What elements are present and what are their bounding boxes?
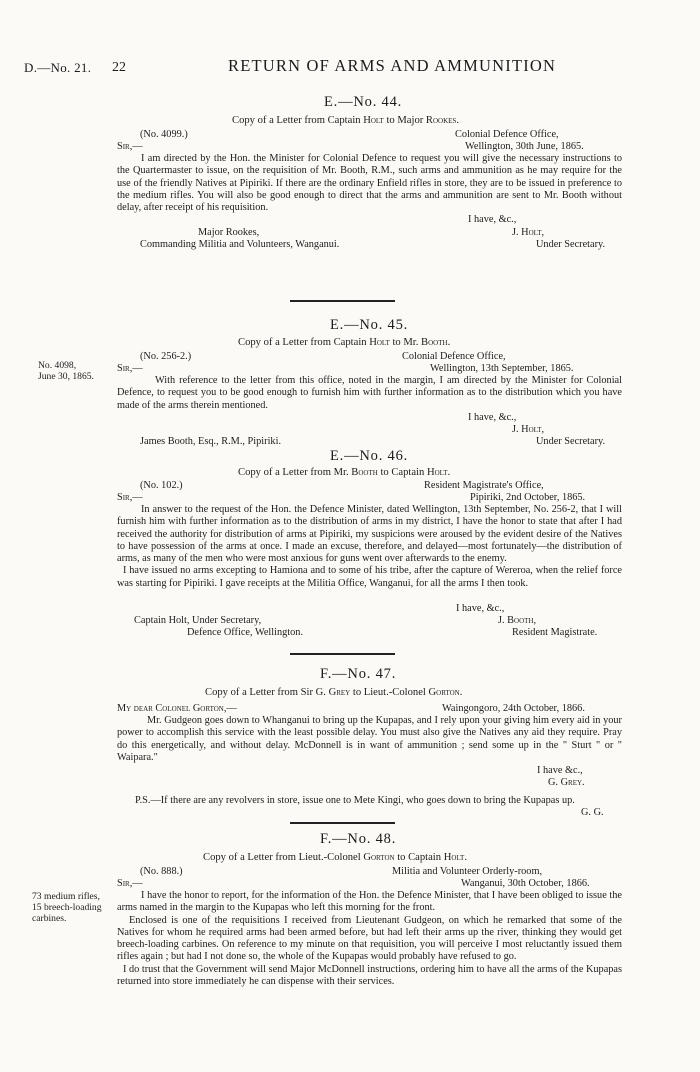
letter-body: In answer to the request of the Hon. the Defence Minister, dated Wellington, 13th September, No. 256-2, that I will furnish him with further information as to the distribution of arms in my district, I have the honor to state that after I had received the authority for distribution of arms at Pipiriki, my suspicions were aroused by the evident desire of the Natives to have possession of the arms at once. I made an excuse, therefore, and delayed—most fortunately—the distribution of arms, as many of the men who were most anxious for guns went over afterwards to the enemy. I have issued no arms excepting to Hamiona and to some of his tribe, after the capture of Wereroa, when the relief force was starting for Pipiriki. I gave receipts at the Militia Office, Wanganui, for all the arms I then took.	[117, 504, 622, 589]
letter-signer: J. Holt,	[512, 424, 545, 435]
letter-subtitle: Copy of a Letter from Captain Holt to Major Rookes.	[232, 115, 459, 126]
letter-subtitle: Copy of a Letter from Captain Holt to Mr. Booth.	[238, 337, 451, 348]
letter-salutation: Sir,—	[117, 878, 143, 889]
letter-salutation: Sir,—	[117, 141, 143, 152]
letter-body: With reference to the letter from this office, noted in the margin, I am directed by the Minister for Colonial Defence, to request you to be good enough to furnish him with further information as to the distribution which you have made of the arms therein mentioned.	[117, 375, 622, 411]
section-divider	[290, 300, 395, 302]
letter-body: I am directed by the Hon. the Minister for Colonial Defence to request you will give the necessary instructions to the Quartermaster to issue, on the requisition of Mr. Booth, R.M., such arms and ammunition as he may require for the use of the friendly Natives at Pipiriki. If there are the ordinary Enfield rifles in store, they are to be issued in preference to the medium rifles. You will also be good enough to direct that the arms and ammunition are sent to Mr. Booth without delay, after receipt of his requisition.	[117, 153, 622, 214]
letter-subtitle: Copy of a Letter from Sir G. Grey to Lieut.-Colonel Gorton.	[205, 687, 463, 698]
paper-number: D.—No. 21.	[24, 60, 92, 75]
letter-addressee: James Booth, Esq., R.M., Pipiriki.	[140, 436, 282, 447]
letter-addressee: Major Rookes,	[198, 227, 260, 238]
letter-reference: (No. 102.)	[140, 480, 183, 491]
margin-note: No. 4098, June 30, 1865.	[38, 360, 94, 382]
letter-postscript: P.S.—If there are any revolvers in store, issue one to Mete Kingi, who goes down to bring the Kupapas up.	[135, 795, 575, 806]
letter-office: Resident Magistrate's Office,	[424, 480, 544, 491]
letter-office: Colonial Defence Office,	[455, 129, 559, 140]
letter-reference: (No. 888.)	[140, 866, 183, 877]
letter-date: Wellington, 13th September, 1865.	[430, 363, 574, 374]
letter-reference: (No. 4099.)	[140, 129, 188, 140]
letter-subtitle: Copy of a Letter from Mr. Booth to Captain Holt.	[238, 467, 451, 478]
letter-signer-title: Under Secretary.	[536, 436, 606, 447]
letter-addressee-line2: Defence Office, Wellington.	[187, 627, 304, 638]
letter-salutation: Sir,—	[117, 363, 143, 374]
section-divider	[290, 653, 395, 655]
letter-heading: F.—No. 47.	[320, 666, 397, 682]
margin-note: 73 medium rifles, 15 breech-loading carbines.	[32, 891, 102, 924]
letter-office: Colonial Defence Office,	[402, 351, 506, 362]
page-number: 22	[112, 60, 126, 75]
letter-heading: E.—No. 44.	[324, 94, 403, 110]
letter-closing: I have, &c.,	[456, 603, 505, 614]
letter-date: Pipiriki, 2nd October, 1865.	[470, 492, 586, 503]
letter-date: Waingongoro, 24th October, 1866.	[442, 703, 585, 714]
letter-closing: I have, &c.,	[468, 214, 517, 225]
letter-date: Wellington, 30th June, 1865.	[465, 141, 584, 152]
letter-heading: E.—No. 46.	[330, 448, 409, 464]
postscript-signer: G. G.	[581, 807, 604, 818]
letter-body: Mr. Gudgeon goes down to Whanganui to bring up the Kupapas, and I rely upon your giving him every aid in your power to accomplish this service with the least possible delay. You must also give the Natives any aid they require. Pray do this energetically, and without delay. McDonnell is in want of ammunition ; send some up in the " Sturt " or " Waipara."	[117, 715, 622, 763]
letter-date: Wanganui, 30th October, 1866.	[461, 878, 590, 889]
letter-subtitle: Copy of a Letter from Lieut.-Colonel Gorton to Captain Holt.	[203, 852, 467, 863]
letter-heading: F.—No. 48.	[320, 831, 397, 847]
letter-heading: E.—No. 45.	[330, 317, 409, 333]
letter-signer: G. Grey.	[548, 777, 585, 788]
letter-body: I have the honor to report, for the information of the Hon. the Defence Minister, that I have been obliged to issue the arms named in the margin to the Kupapas who left this morning for the front. Enclosed is one of the requisitions I received from Lieutenant Gudgeon, on which he remarked that some of the Natives for whom he required arms had been armed before, but had left their arms up the river, thinking they would get breech-loading carbines. On reference to my minute on that requisition, you will perceive I most reluctantly issued them rifles again ; but had I not done so, the whole of the Kupapas would probably have refused to go. I do trust that the Government will send Major McDonnell instructions, ordering him to have all the arms of the Kupapas returned into store immediately he can dispense with their services.	[117, 890, 623, 988]
letter-office: Militia and Volunteer Orderly-room,	[392, 866, 543, 877]
letter-signer-title: Resident Magistrate.	[512, 627, 598, 638]
page-header-title: RETURN OF ARMS AND AMMUNITION	[228, 56, 557, 75]
section-divider	[290, 822, 395, 824]
letter-salutation: Sir,—	[117, 492, 143, 503]
letter-signer: J. Booth,	[498, 615, 537, 626]
letter-reference: (No. 256-2.)	[140, 351, 192, 362]
letter-closing: I have, &c.,	[468, 412, 517, 423]
letter-salutation: My dear Colonel Gorton,—	[117, 703, 237, 714]
letter-signer: J. Holt,	[512, 227, 545, 238]
letter-addressee-line2: Commanding Militia and Volunteers, Wanganui.	[140, 239, 340, 250]
letter-signer-title: Under Secretary.	[536, 239, 606, 250]
letter-addressee: Captain Holt, Under Secretary,	[134, 615, 262, 626]
letter-closing: I have &c.,	[537, 765, 583, 776]
